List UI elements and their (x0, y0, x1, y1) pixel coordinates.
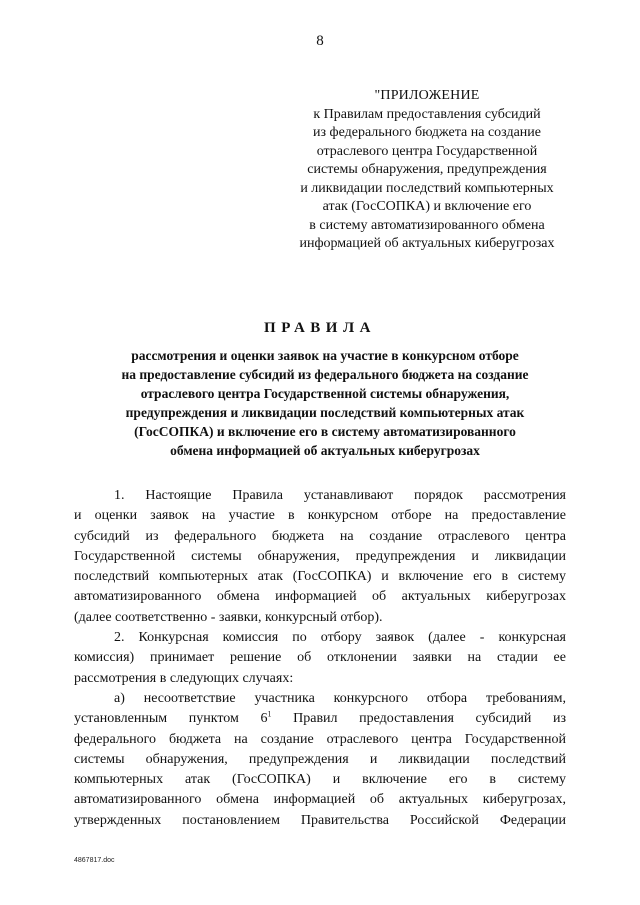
rules-title: ПРАВИЛА (264, 320, 376, 336)
text-line: а) несоответствие участника конкурсного отбора требованиям, (114, 690, 566, 706)
appendix-line: информацией об актуальных киберугрозах (299, 236, 555, 251)
text-line: субсидий из федерального бюджета на создание отраслевого центра (74, 528, 566, 544)
text-segment: Правил предоставления субсидий из (271, 711, 566, 727)
text-line: Государственной системы обнаружения, предупреждения и ликвидации (74, 548, 566, 564)
text-segment: установленным пунктом 6 (74, 711, 268, 727)
subtitle-line: рассмотрения и оценки заявок на участие в конкурсном отборе (131, 348, 519, 363)
rules-subtitle (75, 346, 575, 460)
text-line: утвержденных постановлением Правительства Российской Федерации (74, 812, 566, 828)
text-line: комиссия) принимает решение об отклонении заявки на стадии ее (74, 650, 566, 666)
text-line: компьютерных атак (ГосСОПКА) и включение его в систему (74, 772, 566, 788)
text-line: автоматизированного обмена информацией об актуальных киберугрозах (74, 589, 566, 605)
appendix-line: из федерального бюджета на создание (313, 125, 541, 140)
paragraph-2a (74, 689, 566, 831)
text-line: 1. Настоящие Правила устанавливают порядок рассмотрения (114, 488, 566, 503)
subtitle-line: отраслевого центра Государственной системы обнаружения, (140, 386, 510, 401)
subtitle-line: (ГосСОПКА) и включение его в систему автоматизированного (134, 424, 516, 439)
text-line: (далее соответственно - заявки, конкурсный отбор). (74, 609, 383, 625)
subtitle-line: обмена информацией об актуальных киберугрозах (170, 443, 480, 458)
appendix-block (272, 87, 582, 254)
appendix-line: к Правилам предоставления субсидий (313, 106, 541, 122)
paragraph-1 (74, 486, 566, 628)
appendix-line: системы обнаружения, предупреждения (307, 162, 547, 177)
document-id: 4867817.doc (74, 857, 115, 864)
appendix-line: отраслевого центра Государственной (316, 143, 538, 159)
text-line: системы обнаружения, предупреждения и ликвидации последствий (74, 751, 566, 767)
text-line: последствий компьютерных атак (ГосСОПКА) и включение его в систему (74, 569, 566, 585)
subtitle-line: на предоставление субсидий из федерального бюджета на создание (121, 367, 529, 382)
text-line: 2. Конкурсная комиссия по отбору заявок (далее - конкурсная (114, 630, 566, 646)
appendix-line: в систему автоматизированного обмена (309, 217, 545, 233)
text-line: автоматизированного обмена информацией об актуальных киберугрозах, (74, 792, 566, 808)
footnote-superscript: 1 (267, 709, 272, 719)
appendix-line: атак (ГосСОПКА) и включение его (322, 199, 532, 214)
subtitle-line: предупреждения и ликвидации последствий компьютерных атак (125, 405, 525, 420)
text-line-with-footnote (74, 709, 566, 729)
page-number: 8 (316, 33, 324, 49)
text-line: рассмотрения в следующих случаях: (74, 670, 294, 686)
paragraph-2 (74, 628, 566, 689)
appendix-line: и ликвидации последствий компьютерных (300, 180, 554, 196)
body-text (74, 486, 566, 831)
appendix-heading: "ПРИЛОЖЕНИЕ (374, 88, 480, 103)
text-line: и оценки заявок на участие в конкурсном отборе на предоставление (74, 508, 566, 524)
text-line: федерального бюджета на создание отраслевого центра Государственной (74, 731, 566, 747)
